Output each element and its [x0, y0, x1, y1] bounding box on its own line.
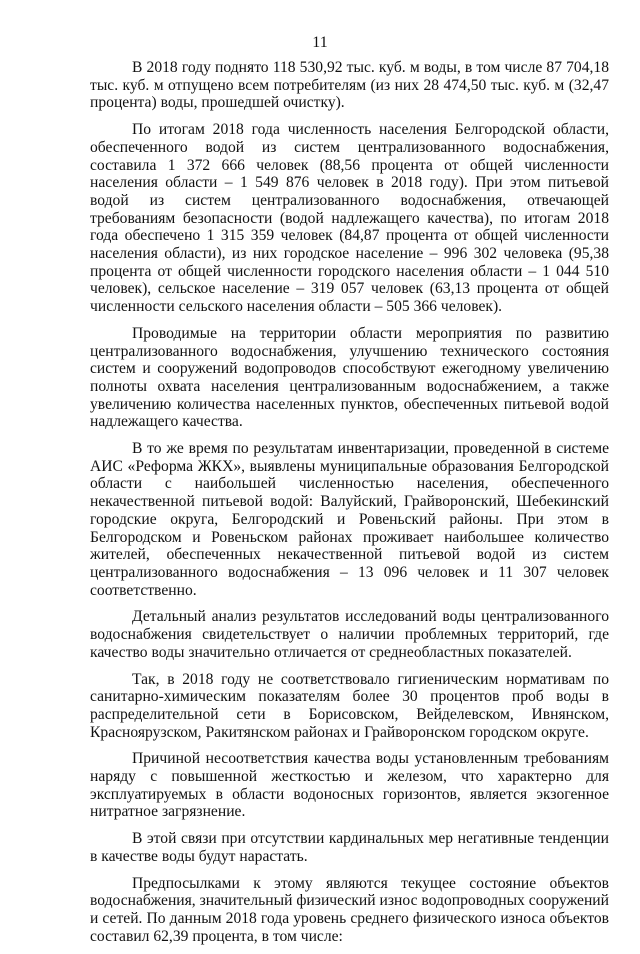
paragraph-prerequisites: Предпосылками к этому являются текущее состояние объектов водоснабжения, значительный физический износ водопроводных сооружений и сетей. По данным 2018 года уровень среднего физического износа объектов составил 62,39 процента, в том числе: — [90, 874, 609, 945]
paragraph-inventory-results: В то же время по результатам инвентаризации, проведенной в системе АИС «Реформа ЖКХ», выявлены муниципальные образования Белгородской области с наибольшей численностью населения, обеспеченного некачественной питьевой водой: Валуйский, Грайворонский, Шебекинский городские округа, Белгородский и Ровеньский районы. При этом в Белгородском и Ровеньском районах проживает наибольшее количество жителей, обеспеченных некачественной питьевой водой из систем централизованного водоснабжения – 13 096 человек и 11 307 человек соответственно. — [90, 440, 609, 599]
paragraph-noncompliance-cause: Причиной несоответствия качества воды установленным требованиям наряду с повышенной жесткостью и железом, что характерно для эксплуатируемых в области водоносных горизонтов, является экзогенное нитратное загрязнение. — [90, 750, 609, 821]
paragraph-sample-noncompliance: Так, в 2018 году не соответствовало гигиеническим нормативам по санитарно-химическим показателям более 30 процентов проб воды в распределительной сети в Борисовском, Вейделевском, Ивнянском, Красноярузском, Ракитянском районах и Грайворонском городском округе. — [90, 670, 609, 741]
paragraph-detailed-analysis: Детальный анализ результатов исследований воды централизованного водоснабжения свидетельствует о наличии проблемных территорий, где качество воды значительно отличается от среднеобластных показателей. — [90, 608, 609, 661]
document-body — [90, 59, 609, 954]
paragraph-population-coverage: По итогам 2018 года численность населения Белгородской области, обеспеченного водой из систем централизованного водоснабжения, составила 1 372 666 человек (88,56 процента от общей численности населения области – 1 549 876 человек в 2018 году). При этом питьевой водой из систем централизованного водоснабжения, отвечающей требованиям безопасности (водой надлежащего качества), по итогам 2018 года обеспечено 1 315 359 человек (84,87 процента от общей численности населения области), из них городское население – 996 302 человека (95,38 процента от общей численности городского населения области – 1 044 510 человек), сельское население – 319 057 человек (63,13 процента от общей численности сельского населения области – 505 366 человек). — [90, 121, 609, 316]
page-number: 11 — [312, 34, 328, 51]
paragraph-negative-trends: В этой связи при отсутствии кардинальных мер негативные тенденции в качестве воды будут нарастать. — [90, 830, 609, 865]
paragraph-measures: Проводимые на территории области мероприятия по развитию централизованного водоснабжения, улучшению технического состояния систем и сооружений водопроводов способствуют ежегодному увеличению полноты охвата населения централизованным водоснабжением, а также увеличению количества населенных пунктов, обеспеченных питьевой водой надлежащего качества. — [90, 324, 609, 431]
paragraph-water-volume: В 2018 году поднято 118 530,92 тыс. куб. м воды, в том числе 87 704,18 тыс. куб. м отпущено всем потребителям (из них 28 474,50 тыс. куб. м (32,47 процента) воды, прошедшей очистку). — [90, 59, 609, 112]
